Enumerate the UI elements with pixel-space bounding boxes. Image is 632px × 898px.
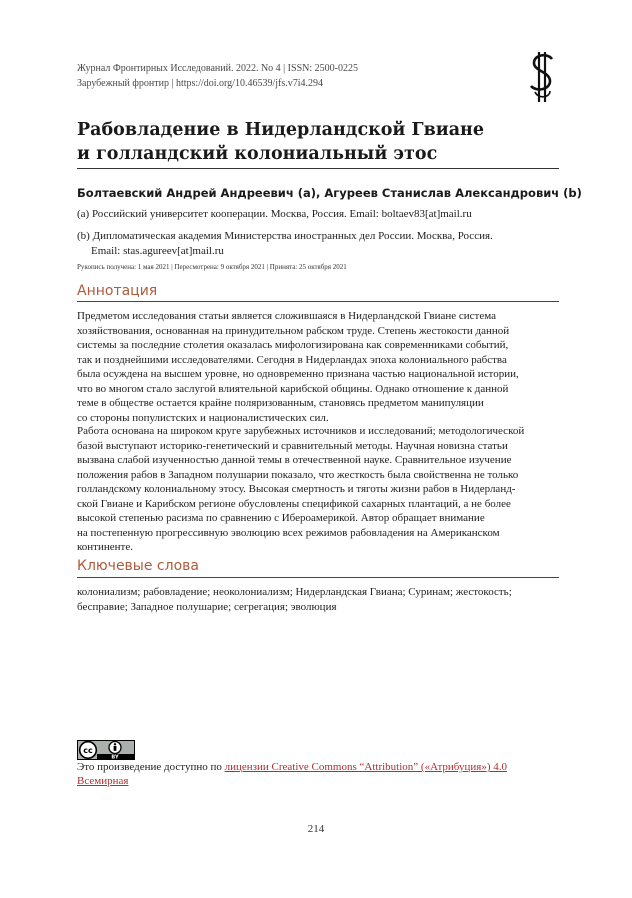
article-title — [77, 118, 559, 166]
title-line-1: Рабовладение в Нидерландской Гвиане — [77, 120, 484, 140]
license-link[interactable]: лицензии Creative Commons “Attribution” («Атрибуция») 4.0 — [224, 761, 507, 773]
abstract-heading: Аннотация — [77, 283, 158, 299]
text-line: вызвана слабой изученностью данной темы в отечественной науке. Сравнительное изучение — [77, 454, 512, 466]
affiliation-b-line-2: Email: stas.agureev[at]mail.ru — [91, 245, 224, 257]
text-line: ской Гвиане и Карибском регионе обусловлены спецификой сахарных плантаций, а не более — [77, 497, 511, 510]
affiliation-b — [77, 229, 557, 259]
submission-dates: Рукопись получена: 1 мая 2021 | Пересмотрена: 9 октября 2021 | Принята: 25 октября 2021 — [77, 263, 347, 271]
text-line: базой выступают историко-генетический и сравнительный методы. Научная новизна статьи — [77, 439, 508, 452]
text-line: голландскому колониальному этосу. Высокая смертность и тяготы жизни рабов в Нидерланд- — [77, 483, 516, 495]
affiliation-b-line-1: (b) Дипломатическая академия Министерства иностранных дел России. Москва, Россия. — [77, 230, 493, 242]
journal-header — [77, 61, 547, 91]
affiliation-a — [77, 207, 557, 222]
text-line: теме в обществе остается крайне поляризованным, становясь предметом манипуляции — [77, 397, 484, 409]
title-line-2: и голландский колониальный этос — [77, 144, 438, 164]
text-line: положения рабов в Западном полушарии показало, что жесткость была свойственна не только — [77, 468, 519, 481]
abstract-paragraph-2 — [77, 424, 559, 555]
license-text — [77, 760, 557, 788]
license-prefix: Это произведение доступно по — [77, 761, 225, 773]
text-line: хозяйствования, основанная на принудительном рабском труде. Степень жестокости данной — [77, 324, 510, 337]
page-number: 214 — [307, 823, 325, 835]
text-line: бесправие; Западное полушарие; сегрегация; эволюция — [77, 600, 337, 613]
abstract-divider — [77, 301, 559, 302]
journal-logo-icon — [526, 50, 558, 104]
journal-info-line: Журнал Фронтирных Исследований. 2022. No 4 | ISSN: 2500-0225 — [77, 63, 358, 74]
title-divider — [77, 168, 559, 169]
text-line: системы за последние столетия оказалась мифологизирована как современниками событий, — [77, 339, 509, 351]
cc-badge-text: cc — [83, 746, 93, 755]
authors: Болтаевский Андрей Андреевич (a), Агуреев Станислав Александрович (b) — [77, 186, 582, 200]
text-line: так и позднейшими исследователями. Сегодня в Нидерландах эпоха колониального рабства — [77, 353, 507, 366]
affiliation-a-text: (a) Российский университет кооперации. Москва, Россия. Email: boltaev83[at]mail.ru — [77, 208, 472, 220]
keywords-list — [77, 585, 559, 614]
text-line: что во многом стало заслугой влиятельной карибской общины. Однако отношение к данной — [77, 382, 509, 395]
by-badge-text: BY — [111, 754, 119, 760]
license-line-1 — [77, 760, 557, 774]
text-line: на постепенную прогрессивную эволюцию всех режимов рабовладения на Американском — [77, 526, 500, 539]
text-line: Работа основана на широком круге зарубежных источников и исследований; методологической — [77, 425, 525, 437]
text-line: Предметом исследования статьи является сложившаяся в Нидерландской Гвиане система — [77, 310, 497, 322]
text-line: высокой степенью расизма по сравнению с Ибероамерикой. Автор обращает внимание — [77, 512, 485, 524]
cc-by-icon[interactable] — [77, 740, 135, 760]
text-line: колониализм; рабовладение; неоколониализм; Нидерландская Гвиана; Суринам; жестокость; — [77, 586, 512, 598]
keywords-heading: Ключевые слова — [77, 558, 199, 574]
keywords-divider — [77, 577, 559, 578]
text-line: была осуждена на высшем уровне, но одновременно признана частью национальной истории, — [77, 368, 519, 380]
abstract-paragraph-1 — [77, 309, 559, 425]
doi-line[interactable]: Зарубежный фронтир | https://doi.org/10.46539/jfs.v7i4.294 — [77, 78, 324, 89]
text-line: со стороны популистских и националистических сил. — [77, 411, 329, 424]
license-link-continued[interactable]: Всемирная — [77, 775, 129, 787]
text-line: континенте. — [77, 541, 133, 553]
